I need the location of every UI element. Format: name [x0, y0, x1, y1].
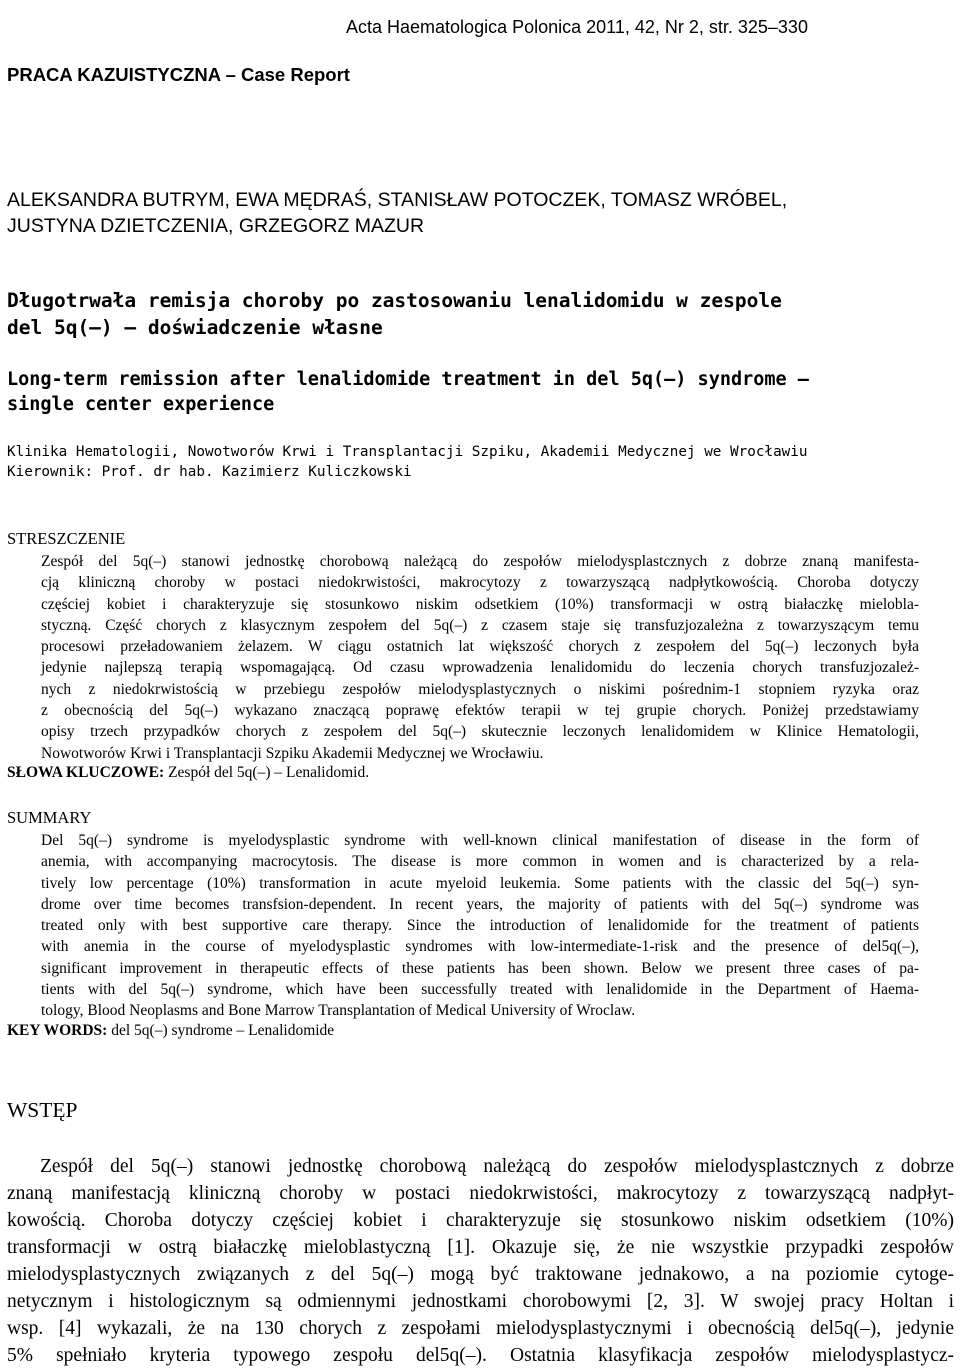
title-line: Długotrwała remisja choroby po zastosowaniu lenalidomidu w zespole: [7, 289, 782, 312]
streszczenie-heading: STRESZCZENIE: [7, 529, 126, 548]
body-line: mielodysplastycznych związanych z del 5q(–) mogą być traktowane jednakowo, a na poziomie cytoge-: [7, 1264, 954, 1285]
affiliation: [7, 442, 957, 482]
abstract-line: częściej kobiet i charakteryzuje się stosunkowo niskim odsetkiem (10%) transformacji w ostrą białaczkę mielobla-: [41, 595, 919, 613]
abstract-line: styczną. Część chorych z klasycznym zespołem del 5q(–) z czasem staje się transfuzjozależna z towarzyszącym temu: [41, 616, 919, 634]
abstract-line: z obecnością del 5q(–) wykazano znaczącą poprawę efektów terapii w tej grupie chorych. Poniżej przedstawiamy: [41, 702, 919, 720]
article-type: PRACA KAZUISTYCZNA – Case Report: [7, 64, 350, 85]
body-line: kowością. Choroba dotyczy częściej kobiet i charakteryzuje się stosunkowo niskim odsetkiem (10%): [7, 1210, 954, 1231]
abstract-line: Nowotworów Krwi i Transplantacji Szpiku Akademii Medycznej we Wrocławiu.: [41, 744, 544, 762]
title-english: [7, 367, 957, 417]
title-line: single center experience: [7, 394, 275, 415]
body-line: 5% spełniało kryteria typowego zespołu del5q(–). Ostatnia klasyfikacja zespołów mielodysplastycz-: [7, 1345, 954, 1366]
summary-text: [41, 830, 919, 1022]
abstract-line: nych z niedokrwistością w przebiegu zespołów mielodysplastycznych o niskimi pośrednim-1 stopniem ryzyka oraz: [41, 680, 919, 698]
keywords-label: SŁOWA KLUCZOWE:: [7, 764, 165, 781]
keywords-pl: [7, 764, 369, 782]
keywords-label: KEY WORDS:: [7, 1022, 108, 1039]
summary-line: Del 5q(–) syndrome is myelodysplastic syndrome with well-known clinical manifestation of disease in the form of: [41, 832, 919, 849]
streszczenie-text: [41, 551, 919, 764]
keywords-value: Zespół del 5q(–) – Lenalidomid.: [164, 764, 370, 781]
summary-line: tology, Blood Neoplasms and Bone Marrow Transplantation of Medical University of Wroclaw.: [41, 1002, 636, 1020]
affiliation-line: Klinika Hematologii, Nowotworów Krwi i Transplantacji Szpiku, Akademii Medycznej we Wrocławiu: [7, 444, 808, 460]
author-line: JUSTYNA DZIETCZENIA, GRZEGORZ MAZUR: [7, 215, 425, 237]
body-line: transformacji w ostrą białaczkę mieloblastyczną [1]. Okazuje się, że nie wszystkie przypadki zespołów: [7, 1237, 954, 1258]
summary-line: tively low percentage (10%) transformation in acute myeloid leukemia. Some patients with the classic del 5q(–) syn-: [41, 874, 919, 892]
keywords-value: del 5q(–) syndrome – Lenalidomide: [107, 1022, 335, 1039]
keywords-en: [7, 1022, 334, 1040]
summary-line: drome over time becomes transfsion-dependent. In recent years, the majority of patients with del 5q(–) syndrome was: [41, 895, 919, 913]
summary-line: significant improvement in therapeutic effects of these patients has been shown. Below we present three cases of pa-: [41, 959, 919, 977]
title-polish: [7, 287, 957, 341]
summary-heading: SUMMARY: [7, 808, 92, 827]
body-line: wsp. [4] wykazali, że na 130 chorych z zespołami mielodysplastycznymi i obecnością del5q(–), jedynie: [7, 1318, 954, 1339]
summary-line: with anemia in the course of myelodysplastic syndromes with low-intermediate-1-risk and the presence of del5q(–),: [41, 938, 919, 956]
abstract-line: cją kliniczną choroby w postaci niedokrwistości, makrocytozy z towarzyszącą nadpłytkowością. Choroba dotyczy: [41, 574, 919, 592]
abstract-line: opisy trzech przypadków chorych z zespołem del 5q(–) skutecznie leczonych lenalidomidem w Klinice Hematologii,: [41, 723, 919, 741]
journal-citation: Acta Haematologica Polonica 2011, 42, Nr 2, str. 325–330: [346, 17, 808, 37]
abstract-line: procesowi przeładowaniem żelazem. W ciągu ostatnich lat większość chorych z zespołem del 5q(–) leczonych była: [41, 638, 919, 656]
abstract-line: jedynie najlepszą terapią wspomagającą. Od czasu wprowadzenia lenalidomidu do leczenia chorych transfuzjozależ-: [41, 659, 919, 677]
body-line: Zespół del 5q(–) stanowi jednostkę chorobową należącą do zespołów mielodysplastcznych z dobrze: [40, 1156, 954, 1177]
title-line: Long-term remission after lenalidomide treatment in del 5q(–) syndrome –: [7, 369, 809, 390]
wstep-heading: WSTĘP: [7, 1098, 78, 1122]
body-line: netycznym i histologicznym są odmiennymi jednostkami chorobowymi [2, 3]. W swojej pracy Holtan i: [7, 1291, 954, 1312]
summary-line: anemia, with accompanying macrocytosis. The disease is more common in women and is characterized by a rela-: [41, 853, 919, 871]
summary-line: treated only with best supportive care therapy. Since the introduction of lenalidomide for the treatment of patients: [41, 917, 919, 935]
affiliation-line: Kierownik: Prof. dr hab. Kazimierz Kuliczkowski: [7, 464, 412, 480]
wstep-text: [7, 1153, 954, 1369]
summary-line: tients with del 5q(–) syndrome, which have been successfully treated with lenalidomide in the Department of Haema-: [41, 981, 919, 999]
abstract-line: Zespół del 5q(–) stanowi jednostkę chorobową należącą do zespołów mielodysplastcznych z dobrze znaną manifesta-: [41, 553, 919, 570]
title-line: del 5q(–) – doświadczenie własne: [7, 316, 383, 339]
author-line: ALEKSANDRA BUTRYM, EWA MĘDRAŚ, STANISŁAW POTOCZEK, TOMASZ WRÓBEL,: [7, 189, 788, 211]
body-line: znaną manifestacją kliniczną choroby w postaci niedokrwistości, makrocytozy z towarzyszącą nadpłyt-: [7, 1183, 954, 1204]
author-list: [7, 187, 957, 239]
